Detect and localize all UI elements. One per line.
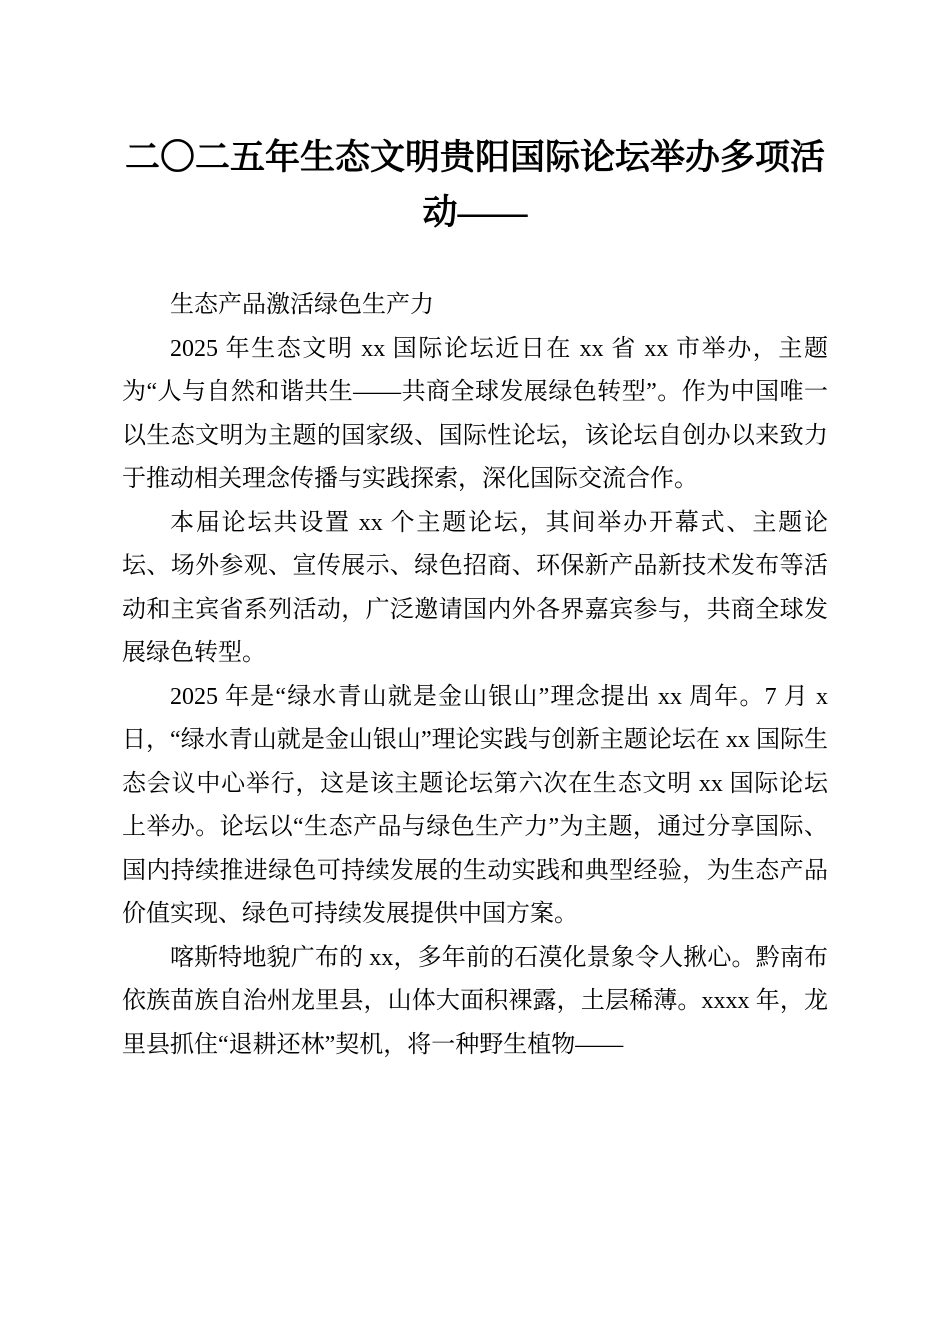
body-paragraph-3: 2025 年是“绿水青山就是金山银山”理念提出 xx 周年。7 月 x 日，“绿水青山就是金山银山”理论实践与创新主题论坛在 xx 国际生态会议中心举行，这是该主题论坛第六次在生态文明 xx 国际论坛上举办。论坛以“生态产品与绿色生产力”为主题，通过分享国际、国内持续推进绿色可持续发展的生动实践和典型经验，为生态产品价值实现、绿色可持续发展提供中国方案。	[122, 683, 828, 927]
document-title: 二〇二五年生态文明贵阳国际论坛举办多项活动——	[124, 138, 825, 232]
body-paragraph-4: 喀斯特地貌广布的 xx，多年前的石漠化景象令人揪心。黔南布依族苗族自治州龙里县，山体大面积裸露，土层稀薄。xxxx 年，龙里县抓住“退耕还林”契机，将一种野生植物——	[122, 944, 828, 1058]
subtitle-paragraph: 生态产品激活绿色生产力	[170, 292, 434, 318]
document-body	[122, 284, 828, 1067]
body-paragraph-2: 本届论坛共设置 xx 个主题论坛，其间举办开幕式、主题论坛、场外参观、宣传展示、绿色招商、环保新产品新技术发布等活动和主宾省系列活动，广泛邀请国内外各界嘉宾参与，共商全球发展绿色转型。	[122, 509, 828, 666]
body-paragraph-1: 2025 年生态文明 xx 国际论坛近日在 xx 省 xx 市举办，主题为“人与自然和谐共生——共商全球发展绿色转型”。作为中国唯一以生态文明为主题的国家级、国际性论坛，该论坛自创办以来致力于推动相关理念传播与实践探索，深化国际交流合作。	[122, 335, 828, 492]
